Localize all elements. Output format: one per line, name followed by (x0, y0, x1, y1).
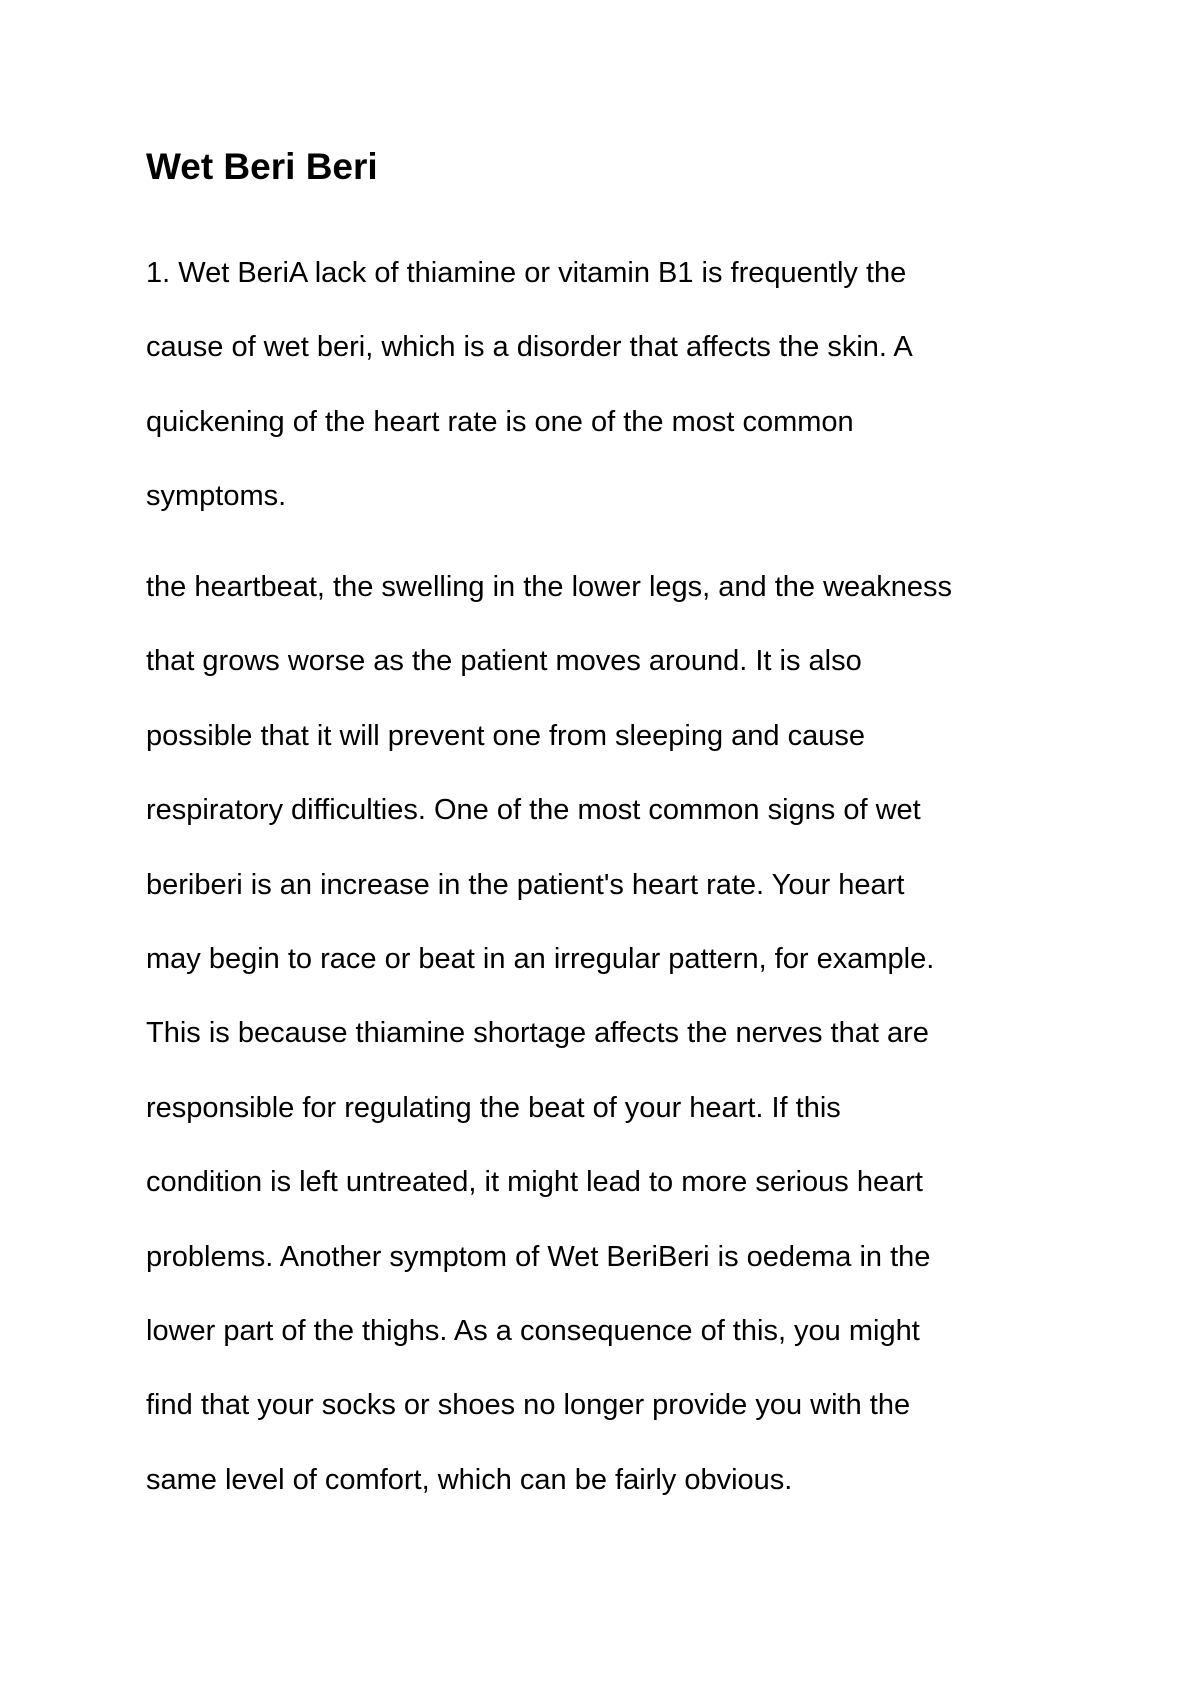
text-line: find that your socks or shoes no longer provide you with the (146, 1389, 911, 1422)
text-line: cause of wet beri, which is a disorder that affects the skin. A (146, 331, 913, 364)
text-line: same level of comfort, which can be fairly obvious. (146, 1463, 793, 1496)
paragraph-2 (146, 550, 952, 1517)
text-line: symptoms. (146, 480, 287, 513)
text-line: This is because thiamine shortage affects the nerves that are (146, 1017, 929, 1050)
text-line: condition is left untreated, it might lead to more serious heart (146, 1166, 923, 1199)
text-line: quickening of the heart rate is one of the most common (146, 405, 854, 438)
text-line: problems. Another symptom of Wet BeriBeri is oedema in the (146, 1240, 931, 1273)
text-line: may begin to race or beat in an irregular pattern, for example. (146, 942, 935, 975)
text-line: the heartbeat, the swelling in the lower legs, and the weakness (146, 571, 953, 603)
text-line: that grows worse as the patient moves around. It is also (146, 645, 862, 678)
text-line: beriberi is an increase in the patient's heart rate. Your heart (146, 868, 905, 901)
text-line: responsible for regulating the beat of your heart. If this (146, 1091, 841, 1124)
document-title: Wet Beri Beri (146, 146, 378, 187)
text-line: 1. Wet BeriA lack of thiamine or vitamin B1 is frequently the (146, 257, 907, 289)
paragraph-1 (146, 236, 913, 534)
text-line: respiratory difficulties. One of the most common signs of wet (146, 794, 921, 827)
text-line: possible that it will prevent one from sleeping and cause (146, 719, 865, 752)
text-line: lower part of the thighs. As a consequence of this, you might (146, 1314, 920, 1347)
